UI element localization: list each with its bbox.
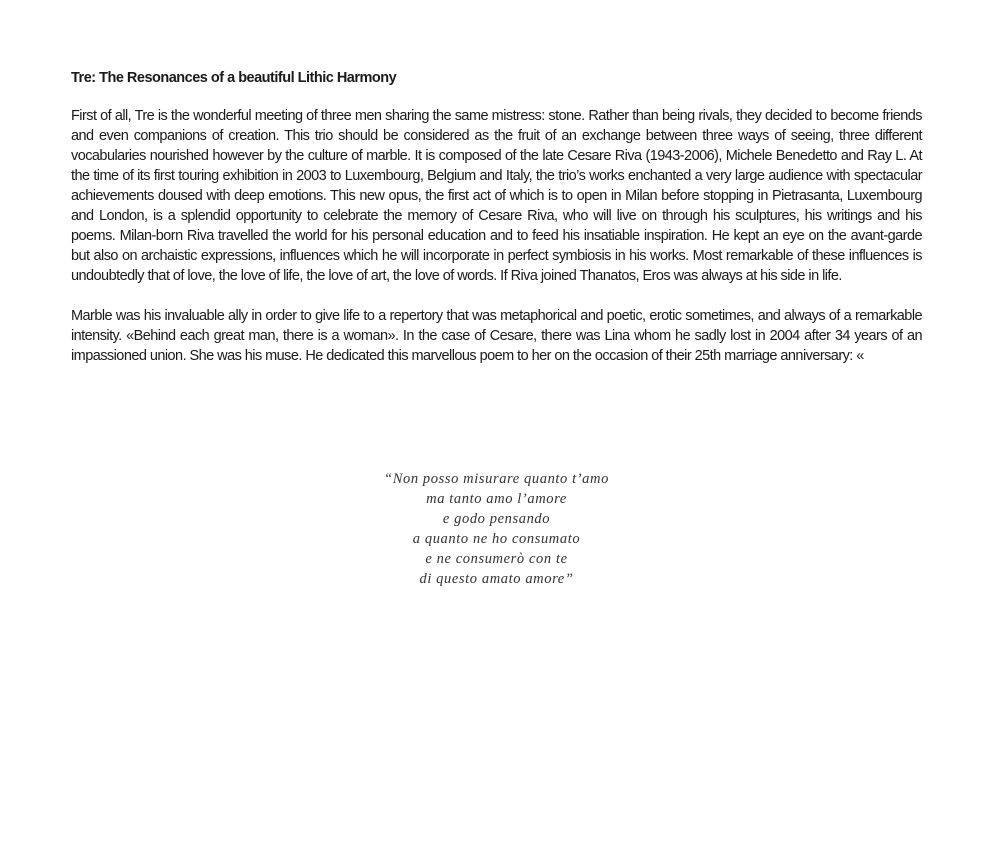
poem-line: a quanto ne ho consumato <box>412 531 581 547</box>
poem-line: di questo amato amore” <box>419 571 574 587</box>
poem-line: e ne consumerò con te <box>425 551 568 567</box>
document-page <box>71 68 922 587</box>
poem-line: e godo pensando <box>442 511 551 527</box>
poem-line: ma tanto amo l’amore <box>426 491 567 507</box>
paragraph-2: Marble was his invaluable ally in order to give life to a repertory that was metaphorical and poetic, erotic sometimes, and always of a remarkable intensity. «Behind each great man, there is a woman». In the case of Cesare, there was Lina whom he sadly lost in 2004 after 34 years of an impassioned union. She was his muse. He dedicated this marvellous poem to her on the occasion of their 25th marriage anniversary: « <box>71 308 922 364</box>
paragraph-1: First of all, Tre is the wonderful meeting of three men sharing the same mistress: stone. Rather than being rivals, they decided to become friends and even companions of creation. This trio should be considered as the fruit of an exchange between three ways of seeing, three different vocabularies nourished however by the culture of marble. It is composed of the late Cesare Riva (1943-2006), Michele Benedetto and Ray L. At the time of its first touring exhibition in 2003 to Luxembourg, Belgium and Italy, the trio’s works enchanted a very large audience with spectacular achievements doused with deep emotions. This new opus, the first act of which is to open in Milan before stopping in Pietrasanta, Luxembourg and London, is a splendid opportunity to celebrate the memory of Cesare Riva, who will live on through his sculptures, his writings and his poems. Milan-born Riva travelled the world for his personal education and to feed his insatiable inspiration. He kept an eye on the avant-garde but also on archaistic expressions, influences which he will incorporate in perfect symbiosis in his works. Most remarkable of these influences is undoubtedly that of love, the love of life, the love of art, the love of words. If Riva joined Thanatos, Eros was always at his side in life. <box>71 108 922 284</box>
document-title: Tre: The Resonances of a beautiful Lithic Harmony <box>71 70 397 86</box>
poem-line: “Non posso misurare quanto t’amo <box>384 471 609 487</box>
poem-block <box>71 469 922 589</box>
